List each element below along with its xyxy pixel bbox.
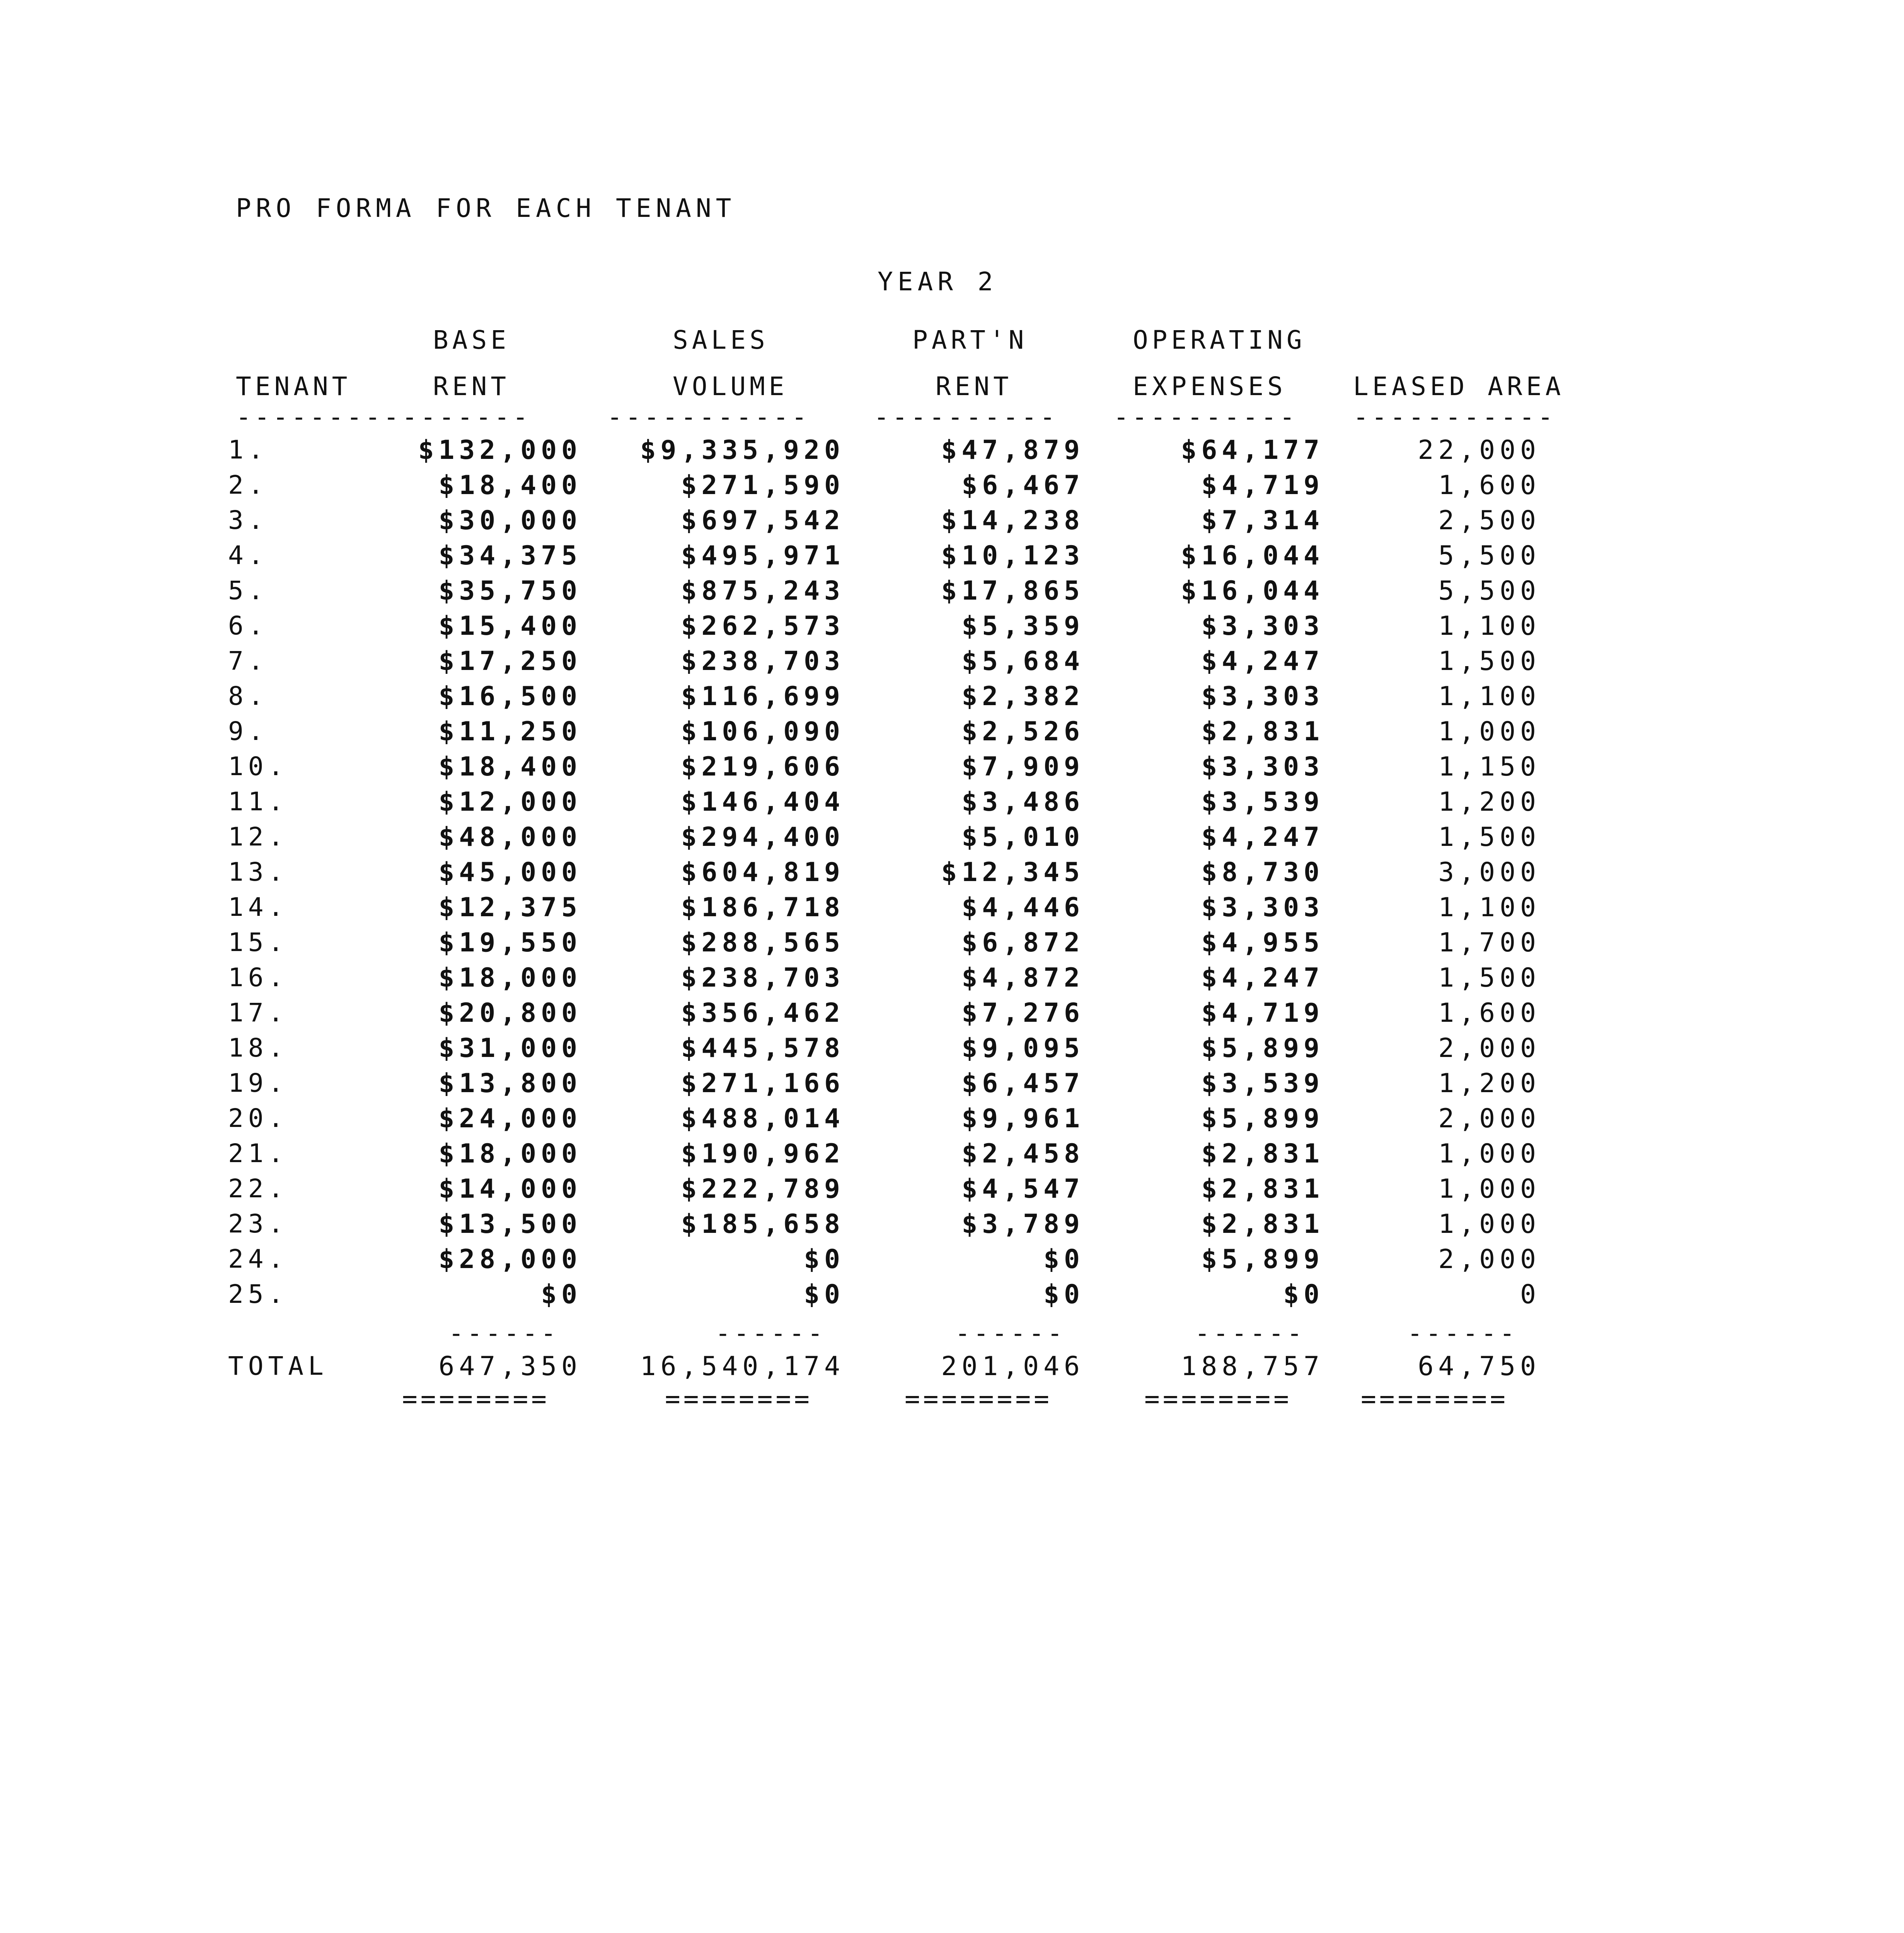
partn-rent-cell: $3,486 <box>961 787 1084 817</box>
partn-rent-cell: $47,879 <box>941 435 1084 465</box>
sales-volume-cell: $9,335,920 <box>640 435 845 465</box>
sales-volume-cell: $0 <box>804 1279 845 1310</box>
tenant-id: 4. <box>228 540 268 570</box>
leased-area-cell: 2,000 <box>1438 1244 1541 1275</box>
base-rent-cell: $18,000 <box>438 963 582 993</box>
tenant-id: 7. <box>228 646 268 676</box>
sales-volume-cell: $356,462 <box>681 998 845 1028</box>
operating-expenses-cell: $3,303 <box>1201 752 1324 782</box>
header-rule-5: ----------- <box>1353 402 1556 432</box>
leased-area-cell: 1,100 <box>1438 611 1541 641</box>
tenant-id: 12. <box>228 822 288 852</box>
operating-expenses-cell: $3,539 <box>1201 787 1324 817</box>
leased-area-cell: 2,000 <box>1438 1103 1541 1134</box>
leased-area-cell: 0 <box>1520 1279 1541 1310</box>
operating-expenses-cell: $4,719 <box>1201 998 1324 1028</box>
total-sales-volume: 16,540,174 <box>640 1351 845 1382</box>
leased-area-cell: 1,500 <box>1438 822 1541 852</box>
tenant-id: 10. <box>228 752 288 781</box>
sales-volume-cell: $271,166 <box>681 1068 845 1099</box>
base-rent-cell: $11,250 <box>438 716 582 747</box>
operating-expenses-cell: $3,303 <box>1201 892 1324 923</box>
base-rent-cell: $0 <box>541 1279 582 1310</box>
header-partn-rent-line2: RENT <box>936 372 1013 401</box>
header-sales-volume-line1: SALES <box>673 325 769 355</box>
base-rent-cell: $12,375 <box>438 892 582 923</box>
partn-rent-cell: $3,789 <box>961 1209 1084 1239</box>
base-rent-cell: $12,000 <box>438 787 582 817</box>
operating-expenses-cell: $64,177 <box>1181 435 1324 465</box>
sales-volume-cell: $288,565 <box>681 927 845 958</box>
partn-rent-cell: $6,457 <box>961 1068 1084 1099</box>
header-rule-3: ---------- <box>874 402 1059 432</box>
leased-area-cell: 1,600 <box>1438 998 1541 1028</box>
tenant-id: 21. <box>228 1139 288 1168</box>
leased-area-cell: 1,000 <box>1438 1209 1541 1239</box>
sales-volume-cell: $271,590 <box>681 470 845 501</box>
header-leased-area: LEASED AREA <box>1353 372 1565 401</box>
totals-double-rule-4: ======== <box>1144 1384 1292 1414</box>
total-leased-area: 64,750 <box>1418 1351 1541 1382</box>
sales-volume-cell: $604,819 <box>681 857 845 888</box>
header-sales-volume-line2: VOLUME <box>673 372 788 401</box>
partn-rent-cell: $9,095 <box>961 1033 1084 1064</box>
base-rent-cell: $35,750 <box>438 576 582 606</box>
partn-rent-cell: $12,345 <box>941 857 1084 888</box>
tenant-id: 15. <box>228 927 288 957</box>
tenant-id: 18. <box>228 1033 288 1063</box>
operating-expenses-cell: $3,539 <box>1201 1068 1324 1099</box>
partn-rent-cell: $10,123 <box>941 540 1084 571</box>
partn-rent-cell: $0 <box>1043 1244 1084 1275</box>
totals-double-rule-2: ======== <box>665 1384 813 1414</box>
leased-area-cell: 1,150 <box>1438 752 1541 782</box>
tenant-id: 22. <box>228 1174 288 1203</box>
base-rent-cell: $13,800 <box>438 1068 582 1099</box>
sales-volume-cell: $488,014 <box>681 1103 845 1134</box>
tenant-id: 13. <box>228 857 288 887</box>
sales-volume-cell: $495,971 <box>681 540 845 571</box>
tenant-id: 5. <box>228 576 268 605</box>
tenant-id: 3. <box>228 505 268 535</box>
base-rent-cell: $24,000 <box>438 1103 582 1134</box>
tenant-id: 20. <box>228 1103 288 1133</box>
partn-rent-cell: $7,909 <box>961 752 1084 782</box>
tenant-id: 9. <box>228 716 268 746</box>
operating-expenses-cell: $3,303 <box>1201 681 1324 712</box>
leased-area-cell: 1,600 <box>1438 470 1541 501</box>
operating-expenses-cell: $2,831 <box>1201 1209 1324 1239</box>
sales-volume-cell: $697,542 <box>681 505 845 536</box>
sales-volume-cell: $875,243 <box>681 576 845 606</box>
header-base-rent-line2: RENT <box>433 372 510 401</box>
partn-rent-cell: $2,458 <box>961 1139 1084 1169</box>
tenant-id: 8. <box>228 681 268 711</box>
tenant-id: 6. <box>228 611 268 641</box>
base-rent-cell: $18,400 <box>438 752 582 782</box>
operating-expenses-cell: $5,899 <box>1201 1033 1324 1064</box>
tenant-id: 23. <box>228 1209 288 1239</box>
sales-volume-cell: $106,090 <box>681 716 845 747</box>
tenant-id: 19. <box>228 1068 288 1098</box>
sales-volume-cell: $0 <box>804 1244 845 1275</box>
tenant-id: 17. <box>228 998 288 1028</box>
partn-rent-cell: $6,467 <box>961 470 1084 501</box>
sales-volume-cell: $185,658 <box>681 1209 845 1239</box>
partn-rent-cell: $5,010 <box>961 822 1084 852</box>
totals-rule-3: ------ <box>955 1318 1066 1348</box>
leased-area-cell: 22,000 <box>1418 435 1541 465</box>
operating-expenses-cell: $3,303 <box>1201 611 1324 641</box>
base-rent-cell: $31,000 <box>438 1033 582 1064</box>
sales-volume-cell: $186,718 <box>681 892 845 923</box>
operating-expenses-cell: $4,247 <box>1201 646 1324 677</box>
leased-area-cell: 1,100 <box>1438 892 1541 923</box>
year-subtitle: YEAR 2 <box>878 267 998 297</box>
totals-rule-2: ------ <box>715 1318 826 1348</box>
partn-rent-cell: $0 <box>1043 1279 1084 1310</box>
sales-volume-cell: $222,789 <box>681 1174 845 1204</box>
leased-area-cell: 1,000 <box>1438 1174 1541 1204</box>
operating-expenses-cell: $7,314 <box>1201 505 1324 536</box>
partn-rent-cell: $14,238 <box>941 505 1084 536</box>
totals-label: TOTAL <box>228 1351 328 1381</box>
header-base-rent-line1: BASE <box>433 325 510 355</box>
sales-volume-cell: $238,703 <box>681 646 845 677</box>
totals-rule-1: ------ <box>448 1318 559 1348</box>
sales-volume-cell: $146,404 <box>681 787 845 817</box>
operating-expenses-cell: $2,831 <box>1201 1174 1324 1204</box>
sales-volume-cell: $219,606 <box>681 752 845 782</box>
header-operating-expenses-line2: EXPENSES <box>1133 372 1287 401</box>
base-rent-cell: $30,000 <box>438 505 582 536</box>
base-rent-cell: $34,375 <box>438 540 582 571</box>
partn-rent-cell: $4,446 <box>961 892 1084 923</box>
partn-rent-cell: $4,547 <box>961 1174 1084 1204</box>
sales-volume-cell: $238,703 <box>681 963 845 993</box>
operating-expenses-cell: $4,955 <box>1201 927 1324 958</box>
partn-rent-cell: $17,865 <box>941 576 1084 606</box>
partn-rent-cell: $4,872 <box>961 963 1084 993</box>
base-rent-cell: $132,000 <box>418 435 582 465</box>
base-rent-cell: $17,250 <box>438 646 582 677</box>
operating-expenses-cell: $4,247 <box>1201 963 1324 993</box>
leased-area-cell: 1,000 <box>1438 1139 1541 1169</box>
tenant-id: 25. <box>228 1279 288 1309</box>
base-rent-cell: $20,800 <box>438 998 582 1028</box>
operating-expenses-cell: $8,730 <box>1201 857 1324 888</box>
operating-expenses-cell: $2,831 <box>1201 716 1324 747</box>
leased-area-cell: 1,500 <box>1438 963 1541 993</box>
total-partn-rent: 201,046 <box>941 1351 1084 1382</box>
operating-expenses-cell: $16,044 <box>1181 576 1324 606</box>
operating-expenses-cell: $4,719 <box>1201 470 1324 501</box>
leased-area-cell: 1,700 <box>1438 927 1541 958</box>
partn-rent-cell: $7,276 <box>961 998 1084 1028</box>
leased-area-cell: 2,500 <box>1438 505 1541 536</box>
base-rent-cell: $18,400 <box>438 470 582 501</box>
leased-area-cell: 2,000 <box>1438 1033 1541 1064</box>
totals-double-rule-3: ======== <box>905 1384 1052 1414</box>
total-base-rent: 647,350 <box>438 1351 582 1382</box>
tenant-id: 2. <box>228 470 268 500</box>
partn-rent-cell: $6,872 <box>961 927 1084 958</box>
total-operating-expenses: 188,757 <box>1181 1351 1324 1382</box>
tenant-id: 24. <box>228 1244 288 1274</box>
tenant-id: 16. <box>228 963 288 992</box>
header-rule-4: ---------- <box>1113 402 1298 432</box>
header-rule-2: ----------- <box>607 402 810 432</box>
sales-volume-cell: $262,573 <box>681 611 845 641</box>
header-partn-rent-line1: PART'N <box>912 325 1028 355</box>
leased-area-cell: 1,500 <box>1438 646 1541 677</box>
sales-volume-cell: $190,962 <box>681 1139 845 1169</box>
tenant-id: 1. <box>228 435 268 465</box>
totals-rule-4: ------ <box>1195 1318 1306 1348</box>
operating-expenses-cell: $16,044 <box>1181 540 1324 571</box>
operating-expenses-cell: $2,831 <box>1201 1139 1324 1169</box>
base-rent-cell: $19,550 <box>438 927 582 958</box>
leased-area-cell: 3,000 <box>1438 857 1541 888</box>
totals-double-rule-5: ======== <box>1361 1384 1509 1414</box>
base-rent-cell: $45,000 <box>438 857 582 888</box>
leased-area-cell: 5,500 <box>1438 576 1541 606</box>
partn-rent-cell: $5,359 <box>961 611 1084 641</box>
base-rent-cell: $13,500 <box>438 1209 582 1239</box>
header-operating-expenses-line1: OPERATING <box>1133 325 1306 355</box>
base-rent-cell: $48,000 <box>438 822 582 852</box>
totals-double-rule-1: ======== <box>402 1384 550 1414</box>
header-rule-1: ---------------- <box>236 402 531 432</box>
base-rent-cell: $16,500 <box>438 681 582 712</box>
leased-area-cell: 1,000 <box>1438 716 1541 747</box>
tenant-id: 11. <box>228 787 288 816</box>
operating-expenses-cell: $5,899 <box>1201 1103 1324 1134</box>
base-rent-cell: $15,400 <box>438 611 582 641</box>
operating-expenses-cell: $0 <box>1283 1279 1324 1310</box>
base-rent-cell: $14,000 <box>438 1174 582 1204</box>
leased-area-cell: 1,100 <box>1438 681 1541 712</box>
base-rent-cell: $28,000 <box>438 1244 582 1275</box>
header-tenant: TENANT <box>236 372 351 401</box>
sales-volume-cell: $445,578 <box>681 1033 845 1064</box>
operating-expenses-cell: $5,899 <box>1201 1244 1324 1275</box>
sales-volume-cell: $294,400 <box>681 822 845 852</box>
totals-rule-5: ------ <box>1407 1318 1518 1348</box>
leased-area-cell: 1,200 <box>1438 787 1541 817</box>
sales-volume-cell: $116,699 <box>681 681 845 712</box>
partn-rent-cell: $2,526 <box>961 716 1084 747</box>
partn-rent-cell: $2,382 <box>961 681 1084 712</box>
leased-area-cell: 1,200 <box>1438 1068 1541 1099</box>
tenant-id: 14. <box>228 892 288 922</box>
base-rent-cell: $18,000 <box>438 1139 582 1169</box>
operating-expenses-cell: $4,247 <box>1201 822 1324 852</box>
partn-rent-cell: $5,684 <box>961 646 1084 677</box>
leased-area-cell: 5,500 <box>1438 540 1541 571</box>
partn-rent-cell: $9,961 <box>961 1103 1084 1134</box>
document-title: PRO FORMA FOR EACH TENANT <box>236 193 736 223</box>
